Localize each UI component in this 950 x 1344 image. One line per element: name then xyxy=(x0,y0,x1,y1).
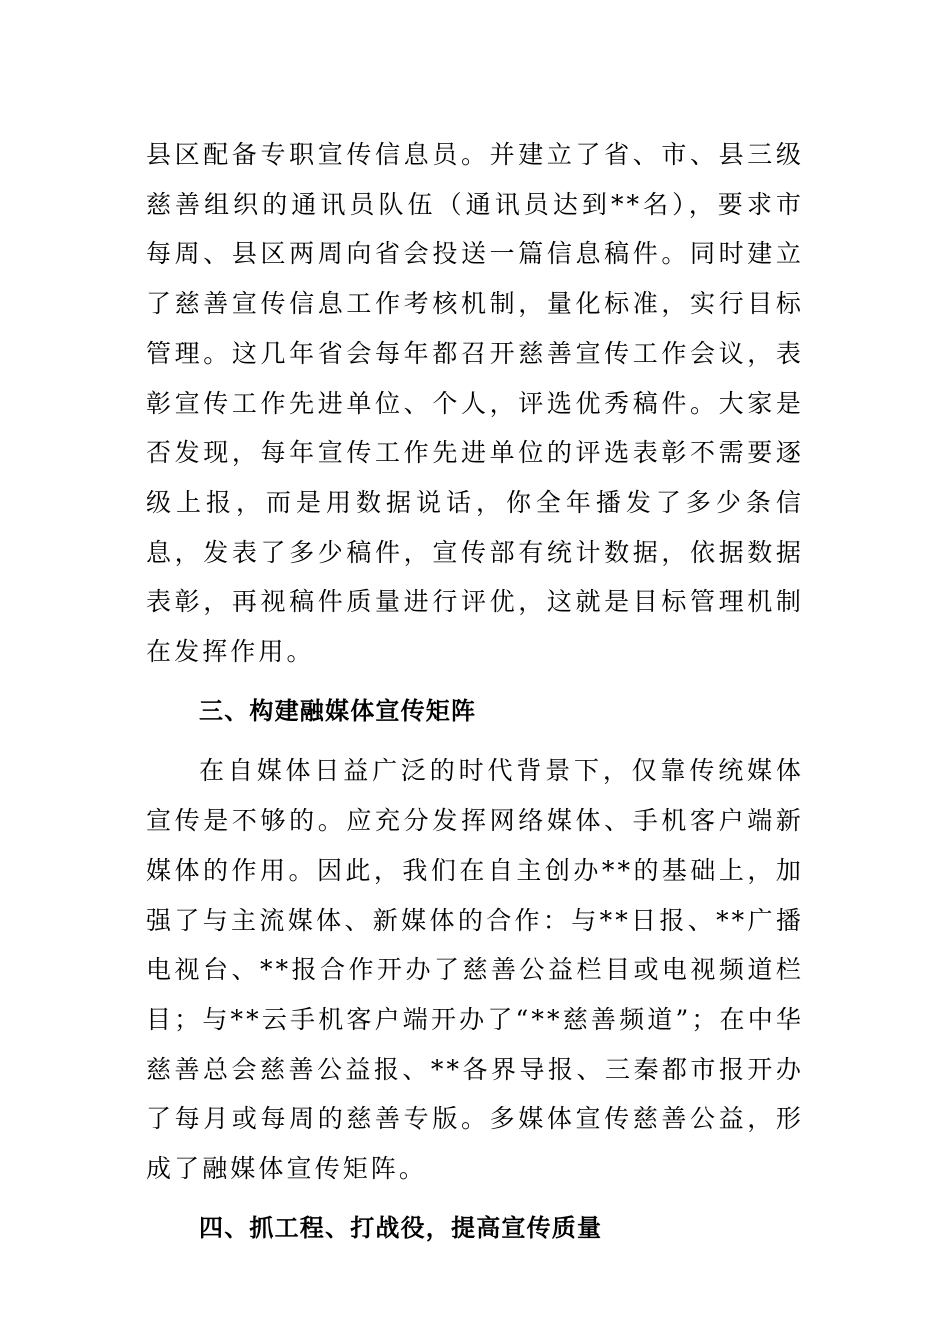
paragraph-continued: 县区配备专职宣传信息员。并建立了省、市、县三级慈善组织的通讯员队伍（通讯员达到**名），要求市每周、县区两周向省会投送一篇信息稿件。同时建立了慈善宣传信息工作考核机制，量化标准，实行目标管理。这几年省会每年都召开慈善宣传工作会议，表彰宣传工作先进单位、个人，评选优秀稿件。大家是否发现，每年宣传工作先进单位的评选表彰不需要逐级上报，而是用数据说话，你全年播发了多少条信息，发表了多少稿件，宣传部有统计数据，依据数据表彰，再视稿件质量进行评优，这就是目标管理机制在发挥作用。 xyxy=(146,140,804,667)
section-heading-3: 三、构建融媒体宣传矩阵 xyxy=(199,696,477,725)
paragraph-media-matrix: 在自媒体日益广泛的时代背景下，仅靠传统媒体宣传是不够的。应充分发挥网络媒体、手机客户端新媒体的作用。因此，我们在自主创办**的基础上，加强了与主流媒体、新媒体的合作：与**日报、**广播电视台、**报合作开办了慈善公益栏目或电视频道栏目；与**云手机客户端开办了“**慈善频道”；在中华慈善总会慈善公益报、**各界导报、三秦都市报开办了每月或每周的慈善专版。多媒体宣传慈善公益，形成了融媒体宣传矩阵。 xyxy=(146,756,804,1184)
document-body xyxy=(146,130,804,1253)
section-heading-4: 四、抓工程、打战役，提高宣传质量 xyxy=(199,1213,603,1242)
